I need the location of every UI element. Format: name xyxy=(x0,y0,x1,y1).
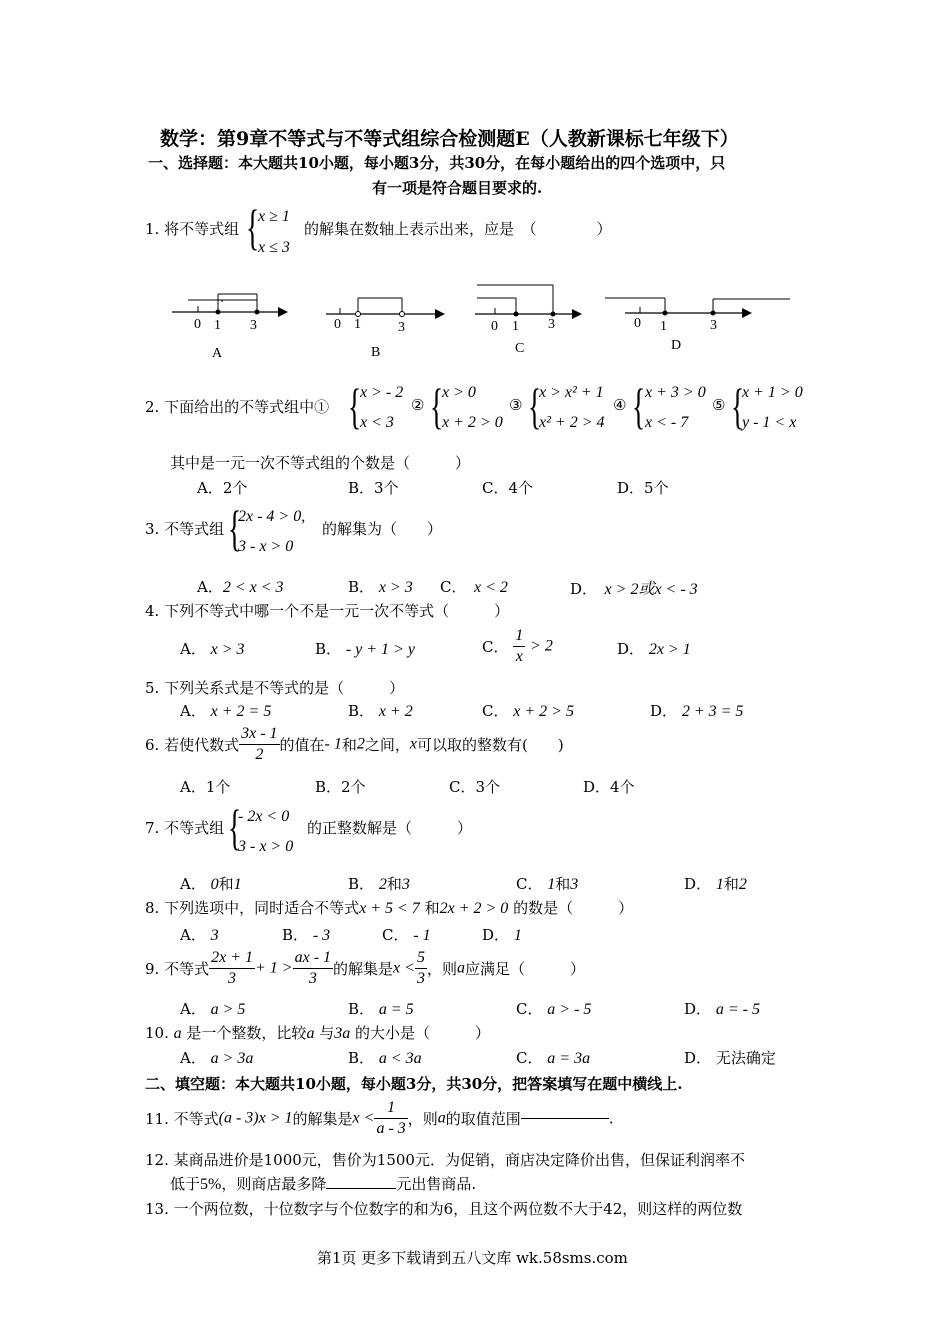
q1-system-line2: x ≤ 3 xyxy=(258,239,290,256)
q3-option-b: B． x > 3 xyxy=(348,578,413,596)
tick-label: 3 xyxy=(250,318,257,333)
q10-option-a: A． a > 3a xyxy=(180,1049,254,1067)
number-line-d xyxy=(605,298,790,353)
q9-option-d: D． a = - 5 xyxy=(684,1000,760,1018)
number-line-a xyxy=(172,294,288,361)
brace: { xyxy=(430,378,444,434)
q7-option-d: D． 1和2 xyxy=(684,875,747,893)
number-line-options xyxy=(160,280,810,370)
brace: { xyxy=(528,378,542,434)
option-label-a: A xyxy=(212,346,223,361)
q12-line1: 12. 某商品进价是1000元，售价为1500元．为促销，商店决定降价出售，但保证利润率不 xyxy=(145,1151,745,1169)
tick-label: 0 xyxy=(194,317,201,332)
q6-option-c: C．3个 xyxy=(449,778,501,796)
option-label-d: D xyxy=(671,338,682,353)
answer-blank[interactable] xyxy=(521,1118,609,1119)
q5-option-d: D． 2 + 3 = 5 xyxy=(650,702,744,720)
q1-prefix: 1. 将不等式组 xyxy=(145,220,240,238)
q2-system4-line2: x < - 7 xyxy=(645,414,689,431)
q10-option-c: C． a = 3a xyxy=(516,1049,591,1067)
page-title: 数学：第9章不等式与不等式组综合检测题E（人教新课标七年级下） xyxy=(160,128,739,150)
q5-option-a: A． x + 2 = 5 xyxy=(180,702,272,720)
option-label-b: B xyxy=(371,345,381,360)
q2-marker-3: ③ xyxy=(509,396,523,414)
q4-option-a: A． x > 3 xyxy=(180,640,245,658)
q7-option-b: B． 2和3 xyxy=(348,875,410,893)
number-line-b xyxy=(326,298,445,360)
q7-system-line1: - 2x < 0 xyxy=(238,808,290,825)
q7-option-c: C． 1和3 xyxy=(516,875,579,893)
q3-suffix: 的解集为（ ） xyxy=(322,520,443,538)
tick-label: 1 xyxy=(512,319,519,334)
q3-system-line1: 2x - 4 > 0, xyxy=(238,508,306,525)
brace: { xyxy=(632,378,646,434)
answer-blank[interactable] xyxy=(326,1188,396,1189)
q2-option-b: B．3个 xyxy=(348,479,399,497)
q3-option-c: C． x < 2 xyxy=(440,578,508,596)
section-1-heading-cont: 有一项是符合题目要求的. xyxy=(372,179,543,197)
q2-prefix: 2. 下面给出的不等式组中① xyxy=(145,398,330,416)
q4-option-c: C． $\frac{1}{x}$ > 2 xyxy=(482,627,553,665)
q8-option-d: D． 1 xyxy=(482,926,522,944)
q2-marker-2: ② xyxy=(411,396,425,414)
q2-system4-line1: x + 3 > 0 xyxy=(645,384,706,401)
tick-label: 1 xyxy=(214,318,221,333)
q2-option-c: C．4个 xyxy=(482,479,534,497)
question-13: 13. 一个两位数，十位数字与个位数字的和为6，且这个两位数不大于42，则这样的两位数 xyxy=(145,1200,743,1218)
q7-suffix: 的正整数解是（ ） xyxy=(307,819,473,837)
q8-option-c: C． - 1 xyxy=(382,926,431,944)
q2-option-d: D．5个 xyxy=(617,479,669,497)
q2-question: 其中是一元一次不等式组的个数是（ ） xyxy=(170,454,471,472)
tick-label: 1 xyxy=(660,319,667,334)
section-1-heading: 一、选择题：本大题共10小题，每小题3分，共30分，在每小题给出的四个选项中，只 xyxy=(148,154,726,172)
option-label-c: C xyxy=(515,341,525,356)
brace: { xyxy=(228,500,242,556)
q5-option-c: C． x + 2 > 5 xyxy=(482,702,574,720)
brace: { xyxy=(348,378,362,434)
tick-label: 0 xyxy=(491,319,498,334)
q3-option-d: D． x > 2或x < - 3 xyxy=(570,580,698,598)
q7-option-a: A． 0和1 xyxy=(180,875,242,893)
q2-system3-line1: x > x² + 1 xyxy=(539,384,604,401)
tick-label: 0 xyxy=(334,317,341,332)
q2-marker-4: ④ xyxy=(613,396,627,414)
brace: { xyxy=(731,378,745,434)
q5-text: 5. 下列关系式是不等式的是（ ） xyxy=(145,679,405,697)
q10-option-d: D． 无法确定 xyxy=(684,1049,776,1067)
q6-option-a: A．1个 xyxy=(180,778,231,796)
q3-prefix: 3. 不等式组 xyxy=(145,520,225,538)
q4-text: 4. 下列不等式中哪一个不是一元一次不等式（ ） xyxy=(145,602,510,620)
q6-text: 6. 若使代数式 $\frac{3x - 1}{2}$ 的值在- 1和2之间，x可以取的整数有( ) xyxy=(145,725,564,763)
q3-system-line2: 3 - x > 0 xyxy=(238,538,294,555)
q10-option-b: B． a < 3a xyxy=(348,1049,422,1067)
q9-option-c: C． a > - 5 xyxy=(516,1000,592,1018)
q2-marker-5: ⑤ xyxy=(712,396,726,414)
q4-option-b: B． - y + 1 > y xyxy=(315,640,415,658)
q2-system5-line2: y - 1 < x xyxy=(742,414,797,431)
q2-system2-line2: x + 2 > 0 xyxy=(442,414,503,431)
tick-label: 1 xyxy=(354,317,361,332)
tick-label: 0 xyxy=(634,316,641,331)
question-11: 11. 不等式(a - 3)x > 1的解集是x < $\frac{1}{a - 3}$ ，则a的取值范围 . xyxy=(145,1099,614,1137)
q2-system2-line1: x > 0 xyxy=(442,384,476,401)
q2-system3-line2: x² + 2 > 4 xyxy=(539,414,605,431)
brace: { xyxy=(246,199,260,255)
q9-text: 9. 不等式 $\frac{2x + 1}{3}$ + 1 > $\frac{ax - 1}{3}$ 的解集是x < $\frac{5}{3}$ ，则a应满足（ ） xyxy=(145,949,585,987)
q9-option-a: A． a > 5 xyxy=(180,1000,246,1018)
q6-option-b: B．2个 xyxy=(315,778,366,796)
number-line-c xyxy=(475,285,582,356)
q2-system1-line2: x < 3 xyxy=(360,414,394,431)
page-footer: 第1页 更多下载请到五八文库 wk.58sms.com xyxy=(317,1249,628,1267)
tick-label: 3 xyxy=(710,318,717,333)
q8-option-a: A． 3 xyxy=(180,926,219,944)
q10-text: 10. a 是一个整数，比较a 与3a 的大小是（ ） xyxy=(145,1024,491,1042)
q7-system-line2: 3 - x > 0 xyxy=(238,838,294,855)
q5-option-b: B． x + 2 xyxy=(348,702,413,720)
q7-prefix: 7. 不等式组 xyxy=(145,819,225,837)
q2-system5-line1: x + 1 > 0 xyxy=(742,384,803,401)
q6-option-d: D．4个 xyxy=(583,778,635,796)
q1-system-line1: x ≥ 1 xyxy=(258,208,290,225)
brace: { xyxy=(228,799,242,855)
section-2-heading: 二、填空题：本大题共10小题，每小题3分，共30分，把答案填写在题中横线上. xyxy=(145,1075,683,1093)
q12-line2: 低于5%，则商店最多降 元出售商品. xyxy=(170,1175,477,1193)
q9-option-b: B． a = 5 xyxy=(348,1000,414,1018)
q2-option-a: A．2个 xyxy=(197,479,248,497)
q4-option-d: D． 2x > 1 xyxy=(617,640,691,658)
q1-suffix: 的解集在数轴上表示出来，应是 （ ） xyxy=(304,220,612,238)
tick-label: 3 xyxy=(548,317,555,332)
q8-option-b: B． - 3 xyxy=(282,926,331,944)
q3-option-a: A．2 < x < 3 xyxy=(197,578,284,596)
q2-system1-line1: x > - 2 xyxy=(360,384,404,401)
tick-label: 3 xyxy=(398,320,405,335)
q8-text: 8. 下列选项中，同时适合不等式x + 5 < 7 和2x + 2 > 0 的数是（ ） xyxy=(145,899,634,917)
